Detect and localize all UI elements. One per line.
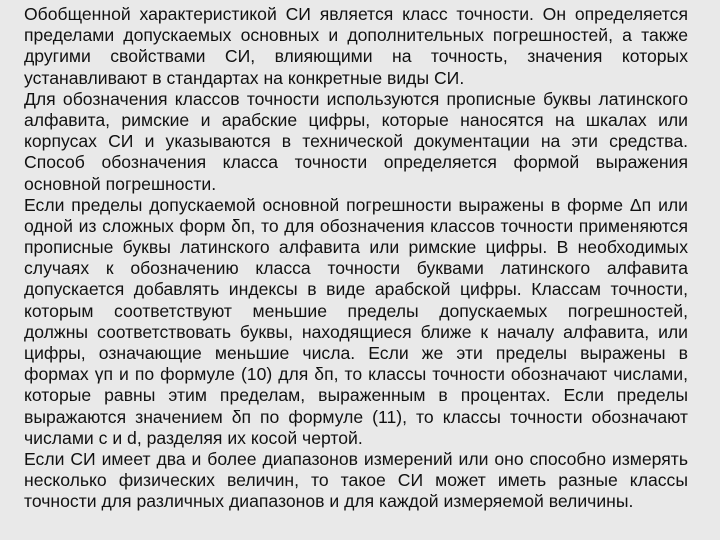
text-line: Обобщенной характеристикой СИ является класс точности. Он определяется bbox=[24, 4, 688, 24]
text-line: устанавливают в стандартах на конкретные виды СИ. bbox=[24, 67, 465, 88]
text-line: которые равны этим пределам, выраженным в процентах. Если пределы bbox=[24, 385, 688, 406]
text-line: цифры, означающие меньшие числа. Если же эти пределы выражены в bbox=[24, 343, 688, 363]
text-line: Способ обозначения класса точности определяется формой выражения bbox=[24, 152, 688, 173]
text-line: несколько физических величин, то такое СИ может иметь разные классы bbox=[24, 470, 688, 491]
text-line: которым соответствуют меньшие пределы допускаемых погрешностей, bbox=[24, 300, 688, 321]
text-line: корпусах СИ и указываются в технической документации на эти средства. bbox=[24, 131, 688, 152]
text-line: выражаются значением δп по формуле (11), то классы точности обозначают bbox=[24, 406, 688, 427]
text-line: точности для различных диапазонов и для каждой измеряемой величины. bbox=[24, 491, 634, 512]
text-line: прописные буквы латинского алфавита или римские цифры. В необходимых bbox=[24, 237, 688, 258]
text-line: формах γп и по формуле (10) для δп, то классы точности обозначают числами, bbox=[24, 364, 688, 385]
text-line: числами с и d, разделяя их косой чертой. bbox=[24, 427, 363, 448]
text-line: допускается добавлять индексы в виде арабской цифры. Классам точности, bbox=[24, 279, 688, 300]
text-line: пределами допускаемых основных и дополнительных погрешностей, а также bbox=[24, 25, 688, 46]
text-line: одной из сложных форм δп, то для обозначения классов точности применяются bbox=[24, 215, 688, 236]
text-line: Для обозначения классов точности используются прописные буквы латинского bbox=[24, 88, 688, 109]
text-line: должны соответствовать буквы, находящиеся ближе к началу алфавита, или bbox=[24, 321, 688, 342]
text-line: случаях к обозначению класса точности буквами латинского алфавита bbox=[24, 258, 688, 279]
text-line: другими свойствами СИ, влияющими на точность, значения которых bbox=[24, 46, 688, 67]
text-line: алфавита, римские и арабские цифры, которые наносятся на шкалах или bbox=[24, 109, 688, 130]
document-body-text bbox=[24, 4, 688, 513]
text-line: Если пределы допускаемой основной погрешности выражены в форме Δп или bbox=[24, 194, 688, 215]
text-line: основной погрешности. bbox=[24, 173, 217, 194]
text-line: Если СИ имеет два и более диапазонов измерений или оно способно измерять bbox=[24, 448, 688, 469]
